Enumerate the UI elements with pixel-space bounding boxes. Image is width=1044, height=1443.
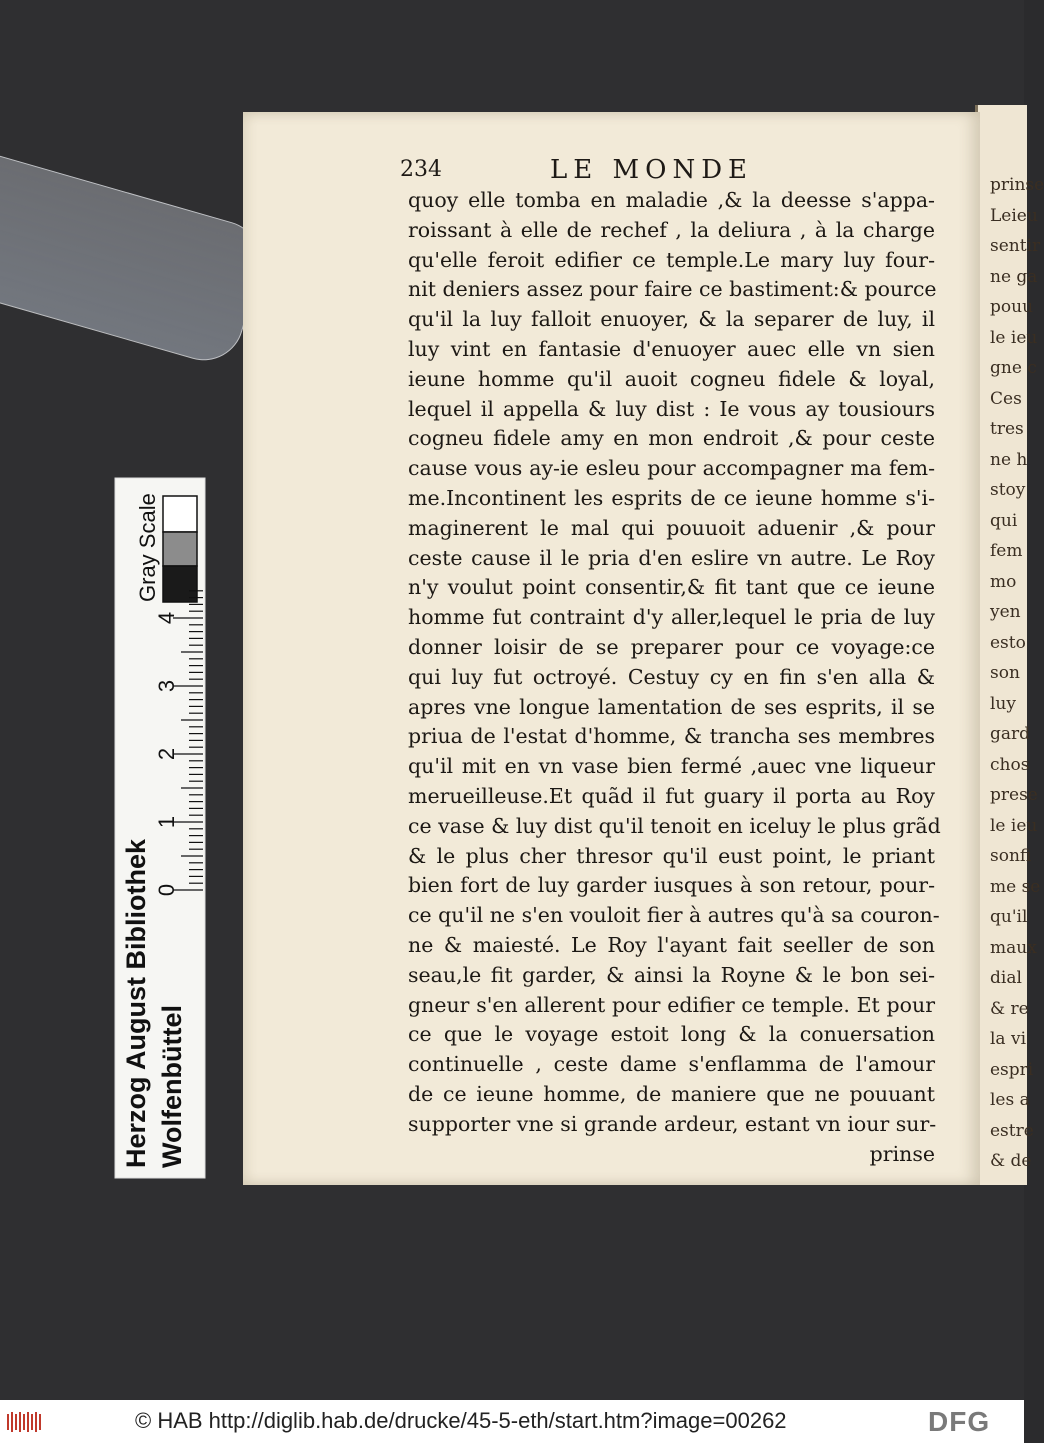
text-line: & le plus cher thresor qu'il eust point, le priant [408, 843, 935, 868]
text-line: gneur s'en allerent pour edifier ce temple. Et pour [408, 992, 935, 1017]
footer-bar [0, 1400, 1024, 1443]
library-name-line2: Wolfenbüttel [157, 1005, 187, 1168]
facing-page-fragment: Ces [990, 388, 1022, 409]
facing-page-fragment: pouu [990, 297, 1034, 317]
facing-page-fragment: Leieu [990, 205, 1038, 226]
text-line: luy vint en fantasie d'enuoyer auec elle vn sien [408, 336, 935, 361]
text-line: bien fort de luy garder iusques à son retour, pour- [408, 873, 935, 898]
ruler-number: 0 [154, 883, 180, 897]
text-line: supporter vne si grande ardeur, estant vn iour sur- [408, 1111, 937, 1136]
facing-page-fragment: & re [990, 998, 1029, 1019]
text-line: lequel il appella & luy dist : Ie vous ay tousiours [408, 396, 935, 421]
text-line: cogneu fidele amy en mon endroit ,& pour ceste [408, 426, 935, 451]
scale-ruler [115, 478, 205, 1178]
text-line: ne & maiesté. Le Roy l'ayant fait seeller de son [408, 932, 935, 957]
text-line: ce que le voyage estoit long & la conuersation [408, 1022, 935, 1047]
facing-page-fragment: espri [990, 1059, 1034, 1080]
gray-scale-label: Gray Scale [135, 493, 160, 602]
facing-page-fragment: la vi [990, 1029, 1027, 1049]
facing-page-fragment: qu'il [990, 907, 1028, 927]
text-line: ce qu'il ne s'en vouloit fier à autres qu'à sa couron- [408, 903, 940, 928]
facing-page-fragment: esto [990, 632, 1026, 653]
facing-page-fragment: son [990, 663, 1020, 683]
facing-page-fragment: ne ga [990, 266, 1038, 287]
text-line: continuelle , ceste dame s'enflamma de l'amour [408, 1052, 935, 1077]
text-line: maginerent le mal qui pouuoit aduenir ,& pour [408, 515, 935, 540]
text-line: qui luy fut octroyé. Cestuy cy en fin s'en alla & [408, 664, 935, 689]
text-line: roissant à elle de rechef , la deliura , à la charge [408, 217, 935, 242]
text-line: donner loisir de se preparer pour ce voyage:ce [408, 634, 935, 659]
running-title: LE MONDE [550, 155, 754, 185]
facing-page-fragment: sentir [990, 236, 1041, 256]
text-line: apres vne longue lamentation de ses esprits, il se [408, 694, 935, 719]
text-line: ieune homme qu'il auoit cogneu fidele & loyal, [408, 366, 935, 391]
facing-page-fragment: me se [990, 876, 1041, 897]
facing-page-fragment: fem [990, 541, 1023, 561]
text-line: n'y voulut point consentir,& fit tant que ce ieune [408, 575, 935, 600]
facing-page-fragment: stoy [990, 480, 1026, 500]
text-line: priua de l'estat d'homme, & trancha ses membres [408, 724, 935, 749]
facing-page-edge [975, 105, 1044, 1185]
text-line: me.Incontinent les esprits de ce ieune homme s'i- [408, 485, 935, 510]
text-line: ceste cause il le pria d'en eslire vn autre. Le Roy [408, 545, 935, 570]
facing-page-fragment: les a [990, 1090, 1030, 1110]
facing-page-fragment: le ieu [990, 327, 1038, 348]
text-line: homme fut contraint d'y aller,lequel le pria de luy [408, 605, 935, 630]
facing-page-fragment: luy [990, 693, 1016, 714]
hab-logo-icon [6, 1411, 46, 1433]
text-line: cause vous ay-ie esleu pour accompagner ma fem- [408, 456, 935, 481]
copyright-url[interactable]: © HAB http://diglib.hab.de/drucke/45-5-eth/start.htm?image=00262 [135, 1408, 787, 1433]
facing-page-fragment: prese [990, 785, 1038, 805]
facing-page-fragment: & de [990, 1151, 1032, 1171]
library-name-line1: Herzog August Bibliothek [121, 839, 151, 1168]
facing-page-fragment: le ieu [990, 815, 1038, 836]
ruler-number: 2 [154, 747, 180, 761]
facing-page-fragment: maux [990, 937, 1037, 958]
text-line: merueilleuse.Et quãd il fut guary il porta au Roy [408, 783, 935, 808]
ruler-number: 4 [154, 611, 180, 625]
facing-page-fragment: gard [990, 724, 1031, 744]
facing-page-fragment: mo [990, 571, 1017, 592]
glass-page-holder [0, 150, 270, 370]
facing-page-fragment: gne c [990, 358, 1037, 378]
facing-page-fragment: sonfi [990, 846, 1032, 866]
page-number: 234 [400, 157, 442, 182]
text-line: nit deniers assez pour faire ce bastiment:& pource [408, 277, 937, 302]
ruler-number: 1 [154, 815, 180, 829]
text-line: ce vase & luy dist qu'il tenoit en iceluy le plus grãd [408, 813, 941, 838]
dfg-logo: DFG [928, 1406, 991, 1437]
facing-page-fragment: ne h [990, 449, 1028, 470]
facing-page-fragment: yen [990, 602, 1021, 622]
text-line: seau,le fit garder, & ainsi la Royne & le bon sei- [408, 962, 935, 987]
facing-page-fragment: dial [990, 968, 1022, 988]
facing-page-fragment: chos [990, 754, 1030, 775]
page-header [400, 155, 945, 185]
facing-page-fragment: estre [990, 1120, 1034, 1141]
facing-page-fragment: tres [990, 419, 1024, 439]
text-line: de ce ieune homme, de maniere que ne pouuant [408, 1081, 935, 1106]
body-text [408, 186, 941, 1169]
ruler-number: 3 [154, 679, 180, 693]
facing-page-fragment: qui [990, 510, 1018, 531]
facing-page-fragment: prinse [990, 175, 1044, 195]
text-line: qu'il mit en vn vase bien fermé ,auec vne liqueur [408, 754, 935, 779]
catchword: prinse [869, 1141, 935, 1166]
text-line: qu'elle feroit edifier ce temple.Le mary luy four- [408, 247, 935, 272]
text-line: quoy elle tomba en maladie ,& la deesse s'appa- [408, 188, 935, 212]
text-line: qu'il la luy falloit enuoyer, & la separer de luy, il [408, 307, 935, 332]
